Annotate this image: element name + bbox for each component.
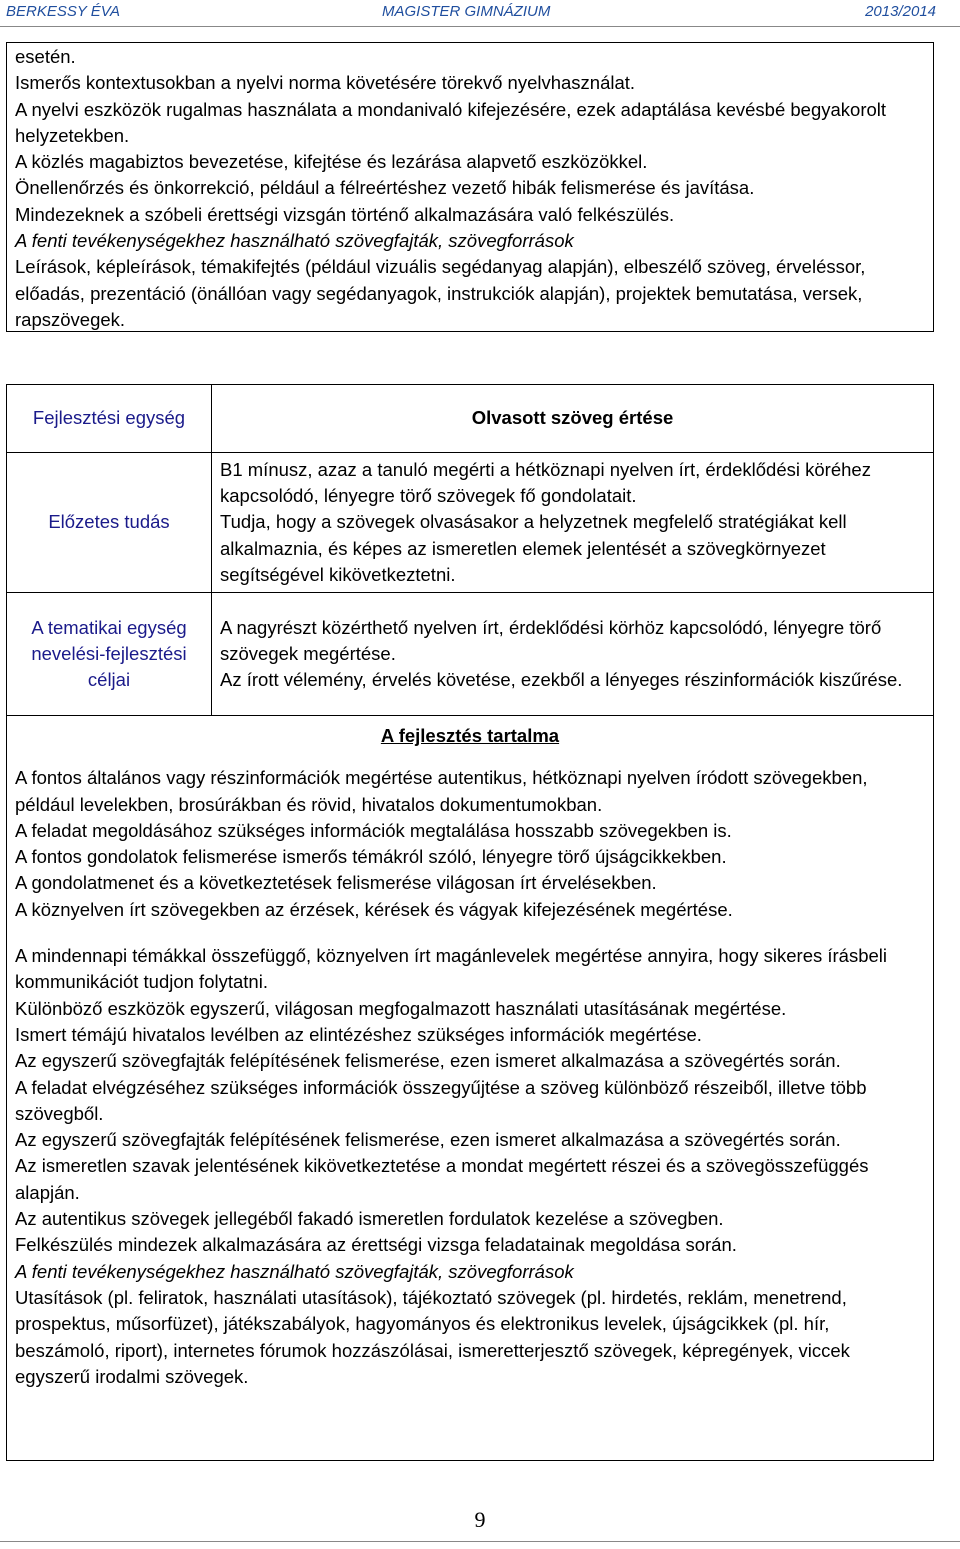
content-line: A fontos általános vagy részinformációk megértése autentikus, hétköznapi nyelven íródott szövegekben, például levelekben, brosúrákban és rövid, hivatalos dokumentumokban.: [15, 767, 868, 815]
prior-text: Tudja, hogy a szövegek olvasásakor a helyzetnek megfelelő stratégiákat kell alkalmaznia, és képes az ismeretlen elemek jelentését a szövegkörnyezet segítségével kikövetkeztetni.: [220, 511, 847, 585]
goals-label: A tematikai egység nevelési-fejlesztési céljai: [7, 593, 212, 716]
top-content-box: [6, 42, 934, 332]
top-line: Önellenőrzés és önkorrekció, például a félreértéshez vezető hibák felismerése és javítása.: [15, 177, 755, 199]
goals-row: [7, 593, 934, 716]
header-year: 2013/2014: [865, 3, 936, 20]
top-line: A közlés magabiztos bevezetése, kifejtése és lezárása alapvető eszközökkel.: [15, 151, 648, 173]
top-line: A nyelvi eszközök rugalmas használata a mondanivaló kifejezésére, ezek adaptálása kevésbé begyakorolt helyzetekben.: [15, 98, 887, 146]
prior-label: Előzetes tudás: [7, 453, 212, 593]
content-line: Az egyszerű szövegfajták felépítésének felismerése, ezen ismeret alkalmazása a szövegértés során.: [15, 1050, 841, 1072]
content-line: Az autentikus szövegek jellegéből fakadó ismeretlen fordulatok kezelése a szövegben.: [15, 1208, 724, 1230]
prior-text: B1 mínusz, azaz a tanuló megérti a hétköznapi nyelven írt, érdeklődési köréhez kapcsolódó, lényegre törő szövegek fő gondolatait.: [220, 458, 871, 507]
prior-cell: [212, 453, 934, 593]
content-line: A fontos gondolatok felismerése ismerős témákról szóló, lényegre törő újságcikkekben.: [15, 846, 727, 868]
content-sources-heading: A fenti tevékenységekhez használható szövegfajták, szövegforrások: [15, 1260, 574, 1282]
content-line: A köznyelven írt szövegekben az érzések, kérések és vágyak kifejezésének megértése.: [15, 898, 733, 920]
goals-cell: [212, 593, 934, 716]
footer-rule: [0, 1541, 960, 1542]
top-sources-text: Leírások, képleírások, témakifejtés (például vizuális segédanyag alapján), elbeszélő szöveg, érveléssor, előadás, prezentáció (önállóan vagy segédanyagok, instrukciók alapján), projektek bemutatása, versek, rapszövegek.: [15, 256, 866, 330]
prior-row: [7, 453, 934, 593]
paragraph-spacer: [15, 923, 925, 943]
top-line: esetén.: [15, 46, 76, 67]
content-line: A gondolatmenet és a következtetések felismerése világosan írt érvelésekben.: [15, 872, 657, 894]
header-school: MAGISTER GIMNÁZIUM: [382, 3, 551, 20]
goals-text: A nagyrészt közérthető nyelven írt, érdeklődési körhöz kapcsolódó, lényegre törő szövegek megértése.: [220, 616, 882, 664]
unit-title: Olvasott szöveg értése: [212, 385, 934, 453]
content-box: [6, 715, 934, 1461]
page-number: 9: [474, 1507, 486, 1532]
content-sources-text: Utasítások (pl. feliratok, használati utasítások), tájékoztató szövegek (pl. hirdetés, reklám, menetrend, prospektus, műsorfüzet), játékszabályok, hagyományos és elektronikus levelek, újságcikkek (pl. hír, beszámoló, riport), internetes fórumok hozzászólásai, ismeretterjesztő szövegek, képregények, viccek egyszerű irodalmi szövegek.: [15, 1286, 850, 1387]
unit-table: [6, 384, 934, 716]
unit-row: [7, 385, 934, 453]
content-line: Felkészülés mindezek alkalmazására az érettségi vizsga feladatainak megoldása során.: [15, 1234, 737, 1256]
content-title: A fejlesztés tartalma: [380, 725, 560, 746]
top-sources-heading: A fenti tevékenységekhez használható szövegfajták, szövegforrások: [15, 230, 574, 252]
content-line: Ismert témájú hivatalos levélben az elintézéshez szükséges információk megértése.: [15, 1023, 702, 1045]
content-line: A feladat elvégzéséhez szükséges információk összegyűjtése a szöveg különböző részeiből, illetve több szövegből.: [15, 1076, 867, 1124]
content-line: Az ismeretlen szavak jelentésének kikövetkeztetése a mondat megértett részei és a szövegösszefüggés alapján.: [15, 1155, 869, 1203]
top-line: Ismerős kontextusokban a nyelvi norma követésére törekvő nyelvhasználat.: [15, 72, 636, 94]
content-line: Az egyszerű szövegfajták felépítésének felismerése, ezen ismeret alkalmazása a szövegértés során.: [15, 1129, 841, 1151]
goals-text: Az írott vélemény, érvelés követése, ezekből a lényeges részinformációk kiszűrése.: [220, 669, 903, 691]
header-author: BERKESSY ÉVA: [6, 3, 120, 20]
content-line: A feladat megoldásához szükséges információk megtalálása hosszabb szövegekben is.: [15, 819, 732, 841]
content-line: A mindennapi témákkal összefüggő, köznyelven írt magánlevelek megértése annyira, hogy sikeres írásbeli kommunikációt tudjon folytatni.: [15, 945, 888, 993]
content-line: Különböző eszközök egyszerű, világosan megfogalmazott használati utasításának megértése.: [15, 997, 787, 1019]
top-line: Mindezeknek a szóbeli érettségi vizsgán történő alkalmazására való felkészülés.: [15, 203, 675, 225]
page-header: [0, 0, 960, 26]
unit-label: Fejlesztési egység: [7, 385, 212, 453]
header-rule: [0, 26, 960, 27]
